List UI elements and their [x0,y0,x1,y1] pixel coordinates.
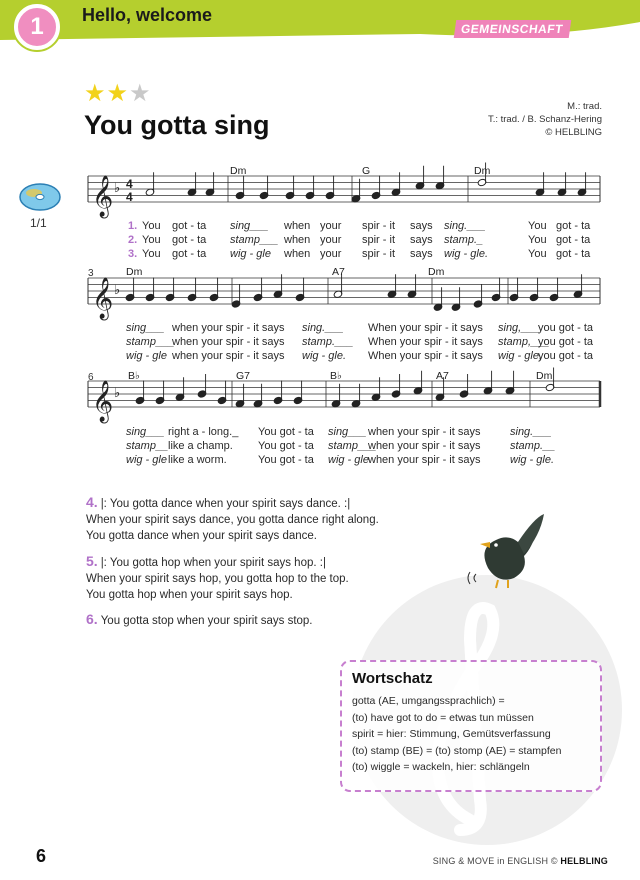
lyric-syllable: when your spir - it says [368,426,481,438]
measure-number: 6 [88,372,94,383]
lyric-syllable: wig - gle. [444,248,489,260]
verse-number: 6. [86,611,98,627]
lyric-syllable: sing___ [230,220,269,232]
chord-symbol: Dm [230,165,247,177]
credit-line: © HELBLING [545,127,602,138]
lyric-syllable: stamp.___ [302,336,354,348]
category-tag: GEMEINSCHAFT [454,20,572,38]
lyric-syllable: sing.___ [444,220,486,232]
lyric-syllable: You [142,248,161,260]
treble-clef-icon: 𝄞 [92,278,114,319]
vocabulary-entry: spirit = hier: Stimmung, Gemütsverfassung [352,728,551,740]
footer-series: SING & MOVE in ENGLISH © [432,856,558,866]
lyric-syllable: when your spir - it says [368,440,481,452]
lyric-syllable: right a - long._ [168,426,239,438]
verse-number: 4. [86,494,98,510]
lyric-syllable: got - ta [172,234,207,246]
lyric-syllable: When your spir - it says [368,322,483,334]
lyric-syllable: You [528,248,547,260]
lyric-syllable: stamp.__ [510,440,556,452]
time-signature: 4 [126,177,133,191]
lyric-syllable: wig - gle. [510,454,555,466]
lyric-syllable: got - ta [556,234,591,246]
footer-brand: HELBLING [560,856,608,866]
lyric-syllable: when [284,234,311,246]
lyric-syllable: stamp._ [444,234,484,246]
vocabulary-entry: gotta (AE, umgangssprachlich) = [352,695,505,707]
lyric-syllable: says [410,248,433,260]
flat-icon: ♭ [114,386,121,401]
lyric-syllable: When your spir - it says [368,336,483,348]
lyric-syllable: spir - it [362,248,395,260]
lyric-syllable: wig - gle [328,454,369,466]
chord-symbol: Dm [474,165,491,177]
footer-text [433,856,608,866]
verse-number: 5. [86,553,98,569]
treble-clef-icon: 𝄞 [92,381,114,422]
lyric-syllable: you got - ta [538,336,594,348]
lyric-syllable: stamp__ [126,440,169,452]
lyric-syllable: You got - ta [258,454,314,466]
lyric-syllable: wig - gle [126,454,167,466]
vocabulary-title: Wortschatz [352,670,433,687]
star-empty-icon: ★ [129,80,152,107]
lyric-syllable: like a worm. [168,454,227,466]
lyric-syllable: sing.___ [302,322,344,334]
star-filled-icon: ★ [106,80,130,107]
lyric-syllable: stamp___ [230,234,279,246]
lyric-syllable: like a champ. [168,440,233,452]
credit-line: T.: trad. / B. Schanz-Hering [487,114,602,125]
lyric-syllable: you got - ta [538,350,594,362]
lyric-syllable: You [142,234,161,246]
verse-text: |: You gotta dance when your spirit says dance. :| [100,498,351,510]
treble-clef-icon: 𝄞 [92,176,114,217]
verse-number: 3. [128,248,138,260]
time-signature: 4 [126,190,133,204]
lyric-syllable: sing.___ [510,426,552,438]
lyric-syllable: got - ta [556,248,591,260]
lyric-syllable: wig - gle [126,350,167,362]
lyric-syllable: You [528,234,547,246]
lyric-syllable: You got - ta [258,440,314,452]
track-number: 1/1 [30,216,47,230]
chord-symbol: B♭ [128,370,140,382]
lyric-syllable: You [142,220,161,232]
lyric-syllable: You [528,220,547,232]
lyric-syllable: spir - it [362,220,395,232]
verse-line: You gotta dance when your spirit says dance. [86,530,317,542]
measure-number: 3 [88,268,94,279]
flat-icon: ♭ [114,181,121,196]
chord-symbol: A7 [436,370,449,382]
lyric-syllable: sing___ [328,426,367,438]
vocabulary-entry: (to) have got to do = etwas tun müssen [352,711,534,724]
credit-line: M.: trad. [567,101,602,112]
lyric-syllable: when [284,220,311,232]
verse-text: You gotta stop when your spirit says stop. [100,615,313,627]
verse-line: You gotta hop when your spirit says hop. [86,589,293,601]
verse-line: When your spirit says dance, you gotta dance right along. [86,514,379,526]
chord-symbol: Dm [536,370,553,382]
star-filled-icon: ★ [84,80,107,107]
verse-number: 1. [128,220,138,232]
lyric-syllable: got - ta [172,220,207,232]
lyric-syllable: wig - gle [230,248,271,260]
lyric-syllable: your [320,248,342,260]
lyric-syllable: got - ta [556,220,591,232]
lyric-syllable: sing___ [126,426,165,438]
lyric-syllable: says [410,234,433,246]
lyric-syllable: stamp___ [126,336,175,348]
chord-symbol: G7 [236,370,251,382]
lyric-syllable: sing,___ [498,322,540,334]
verse-number: 2. [128,234,138,246]
vocabulary-entry: (to) stamp (BE) = (to) stomp (AE) = stampfen [352,744,562,757]
verse-text: |: You gotta hop when your spirit says hop. :| [100,557,326,569]
chord-symbol: B♭ [330,370,342,382]
lyric-syllable: your [320,234,342,246]
unit-number-badge: 1 [14,4,60,50]
flat-icon: ♭ [114,283,121,298]
chord-symbol: G [362,165,371,177]
lyric-syllable: stamp,___ [498,336,550,348]
chord-symbol: Dm [126,266,143,278]
lyric-syllable: when your spir - it says [172,322,285,334]
lyric-syllable: your [320,220,342,232]
page-number: 6 [36,846,47,866]
lyric-syllable: spir - it [362,234,395,246]
song-title: You gotta sing [84,110,270,140]
lyric-syllable: when your spir - it says [368,454,481,466]
lyric-syllable: got - ta [172,248,207,260]
lyric-syllable: you got - ta [538,322,594,334]
lyric-syllable: says [410,220,433,232]
lyric-syllable: when your spir - it says [172,350,285,362]
lyric-syllable: when [284,248,311,260]
lyric-syllable: When your spir - it says [368,350,483,362]
lyric-syllable: You got - ta [258,426,314,438]
vocabulary-entry: (to) wiggle = wackeln, hier: schlängeln [352,761,530,773]
vocabulary-box [340,660,602,792]
lyric-syllable: wig - gle. [302,350,347,362]
lyric-syllable: sing___ [126,322,165,334]
lyric-syllable: when your spir - it says [172,336,285,348]
lyric-syllable: stamp___ [328,440,377,452]
chord-symbol: Dm [428,266,445,278]
chord-symbol: A7 [332,266,345,278]
verse-line: When your spirit says hop, you gotta hop to the top. [86,573,349,585]
unit-title: Hello, welcome [82,5,213,25]
lyric-syllable: wig - gle, [498,350,543,362]
